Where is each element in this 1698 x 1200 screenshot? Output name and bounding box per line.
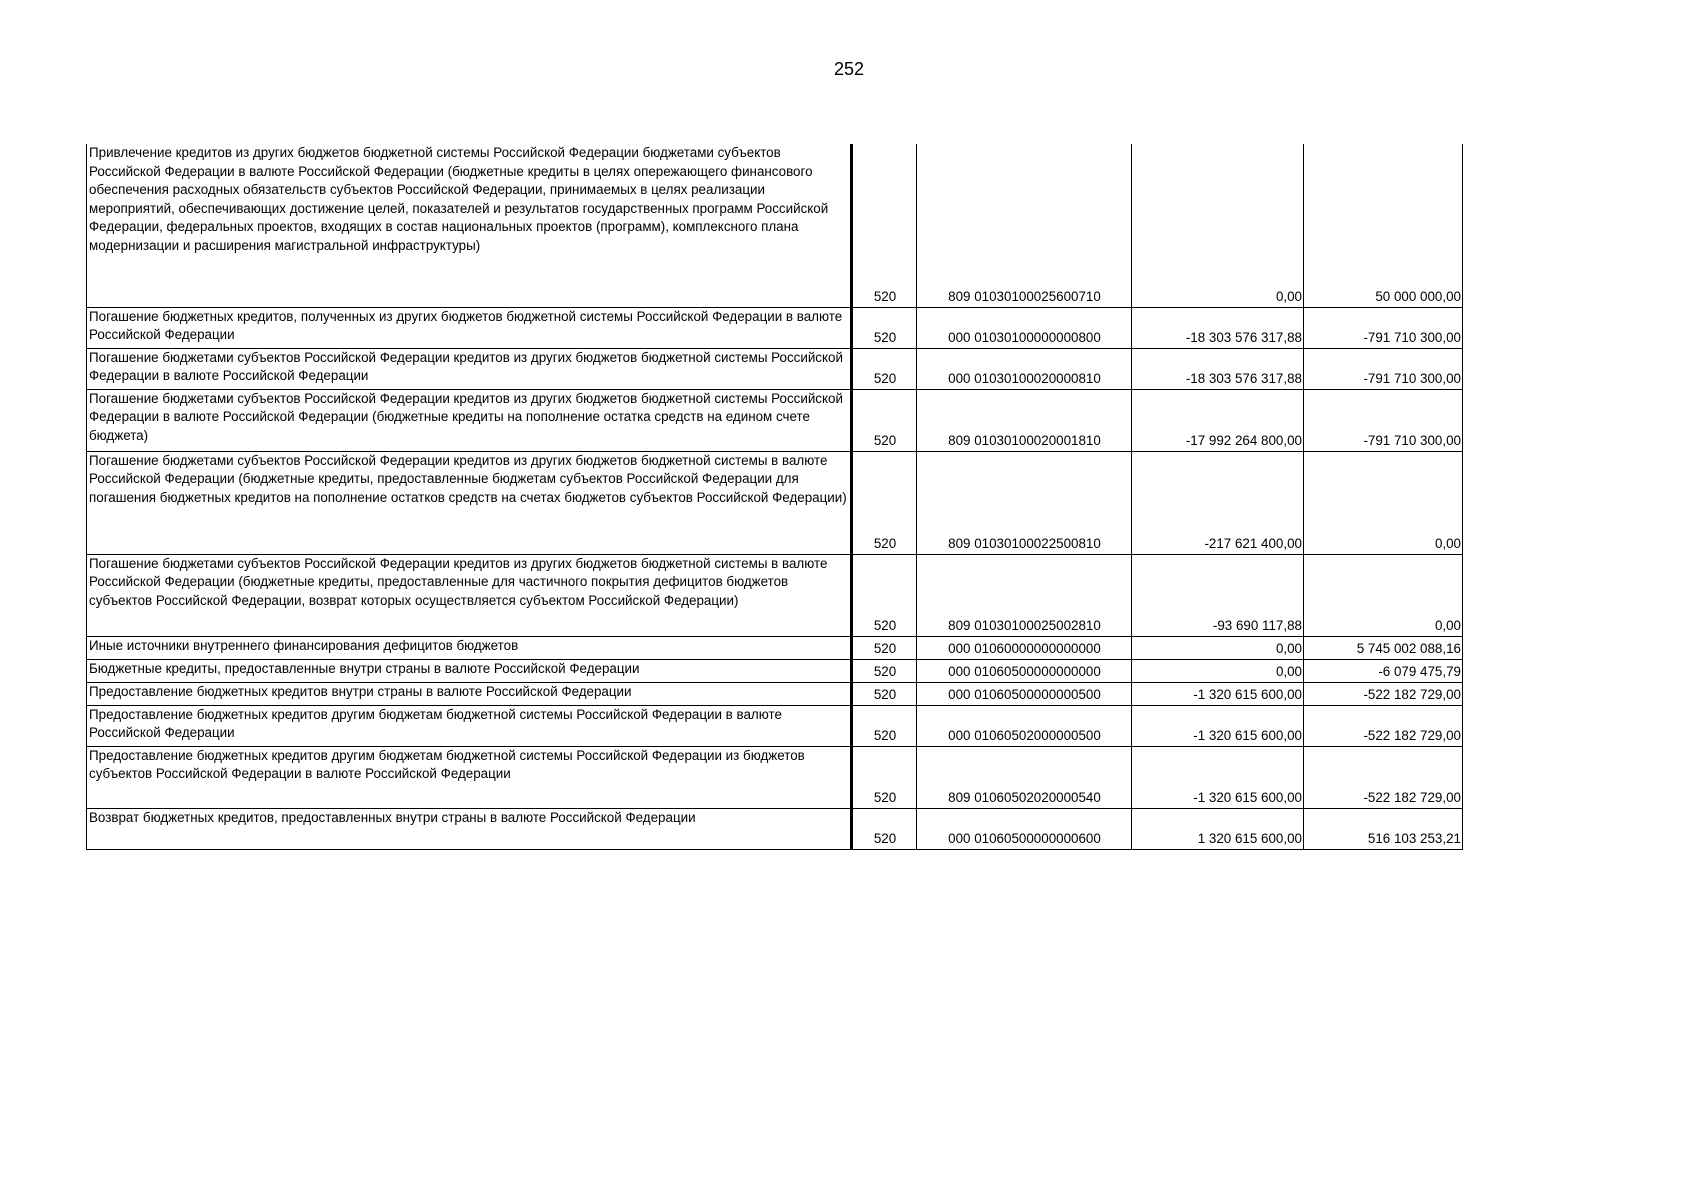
row-value-2: -522 182 729,00	[1304, 746, 1463, 808]
table-row	[87, 451, 1463, 554]
row-code: 520	[852, 636, 917, 659]
row-value-2: -791 710 300,00	[1304, 348, 1463, 389]
table-row	[87, 682, 1463, 705]
row-value-1: -17 992 264 800,00	[1132, 389, 1304, 451]
row-value-1: -93 690 117,88	[1132, 554, 1304, 636]
row-name: Погашение бюджетами субъектов Российской Федерации кредитов из других бюджетов бюджетной системы в валюте Российской Федерации (бюджетные кредиты, предоставленные для частичного покрытия дефицитов бюджетов субъектов Российской Федерации, возврат которых осуществляется субъектом Российской Федерации)	[87, 554, 852, 636]
row-value-2: -791 710 300,00	[1304, 307, 1463, 348]
row-value-2: 0,00	[1304, 554, 1463, 636]
row-kbk: 809 01030100025600710	[917, 144, 1132, 307]
row-kbk: 000 01030100020000810	[917, 348, 1132, 389]
row-name: Предоставление бюджетных кредитов другим бюджетам бюджетной системы Российской Федерации из бюджетов субъектов Российской Федерации в валюте Российской Федерации	[87, 746, 852, 808]
row-code: 520	[852, 659, 917, 682]
table-row	[87, 808, 1463, 849]
row-value-2: -522 182 729,00	[1304, 682, 1463, 705]
page-number: 252	[833, 59, 865, 79]
row-kbk: 809 01030100025002810	[917, 554, 1132, 636]
row-name: Погашение бюджетами субъектов Российской Федерации кредитов из других бюджетов бюджетной системы Российской Федерации в валюте Российской Федерации	[87, 348, 852, 389]
row-kbk: 000 01060000000000000	[917, 636, 1132, 659]
row-value-2: 50 000 000,00	[1304, 144, 1463, 307]
row-name: Привлечение кредитов из других бюджетов бюджетной системы Российской Федерации бюджетами субъектов Российской Федерации в валюте Российской Федерации (бюджетные кредиты в целях опережающего финансового обеспечения расходных обязательств субъектов Российской Федерации, принимаемых в целях реализации мероприятий, обеспечивающих достижение целей, показателей и результатов государственных программ Российской Федерации, федеральных проектов, входящих в состав национальных проектов (программ), комплексного плана модернизации и расширения магистральной инфраструктуры)	[87, 144, 852, 307]
row-value-2: -522 182 729,00	[1304, 705, 1463, 746]
row-name: Иные источники внутреннего финансирования дефицитов бюджетов	[87, 636, 852, 659]
row-code: 520	[852, 808, 917, 849]
row-code: 520	[852, 348, 917, 389]
table-row	[87, 389, 1463, 451]
row-value-2: 5 745 002 088,16	[1304, 636, 1463, 659]
row-value-2: -6 079 475,79	[1304, 659, 1463, 682]
row-kbk: 000 01030100000000800	[917, 307, 1132, 348]
row-code: 520	[852, 144, 917, 307]
row-kbk: 809 01030100022500810	[917, 451, 1132, 554]
table-row	[87, 348, 1463, 389]
row-kbk: 000 01060500000000500	[917, 682, 1132, 705]
row-name: Предоставление бюджетных кредитов другим бюджетам бюджетной системы Российской Федерации в валюте Российской Федерации	[87, 705, 852, 746]
row-code: 520	[852, 307, 917, 348]
row-name: Погашение бюджетных кредитов, полученных из других бюджетов бюджетной системы Российской Федерации в валюте Российской Федерации	[87, 307, 852, 348]
row-value-1: -1 320 615 600,00	[1132, 682, 1304, 705]
row-kbk: 000 01060500000000600	[917, 808, 1132, 849]
table-row	[87, 636, 1463, 659]
budget-sources-table	[86, 144, 1463, 850]
row-code: 520	[852, 389, 917, 451]
row-value-1: -18 303 576 317,88	[1132, 307, 1304, 348]
row-name: Бюджетные кредиты, предоставленные внутри страны в валюте Российской Федерации	[87, 659, 852, 682]
row-kbk: 809 01060502020000540	[917, 746, 1132, 808]
row-value-2: -791 710 300,00	[1304, 389, 1463, 451]
table-row	[87, 659, 1463, 682]
row-value-1: -1 320 615 600,00	[1132, 705, 1304, 746]
row-code: 520	[852, 705, 917, 746]
row-name: Погашение бюджетами субъектов Российской Федерации кредитов из других бюджетов бюджетной системы в валюте Российской Федерации (бюджетные кредиты, предоставленные бюджетам субъектов Российской Федерации для погашения бюджетных кредитов на пополнение остатков средств на счетах бюджетов субъектов Российской Федерации)	[87, 451, 852, 554]
row-value-1: 0,00	[1132, 636, 1304, 659]
row-name: Предоставление бюджетных кредитов внутри страны в валюте Российской Федерации	[87, 682, 852, 705]
row-value-1: 0,00	[1132, 659, 1304, 682]
row-kbk: 809 01030100020001810	[917, 389, 1132, 451]
row-value-1: -18 303 576 317,88	[1132, 348, 1304, 389]
row-value-1: -217 621 400,00	[1132, 451, 1304, 554]
row-value-2: 516 103 253,21	[1304, 808, 1463, 849]
table-row	[87, 554, 1463, 636]
table-row	[87, 307, 1463, 348]
row-value-1: 0,00	[1132, 144, 1304, 307]
table-row	[87, 144, 1463, 307]
row-value-1: -1 320 615 600,00	[1132, 746, 1304, 808]
row-value-2: 0,00	[1304, 451, 1463, 554]
row-name: Возврат бюджетных кредитов, предоставленных внутри страны в валюте Российской Федерации	[87, 808, 852, 849]
row-code: 520	[852, 451, 917, 554]
table-row	[87, 705, 1463, 746]
row-name: Погашение бюджетами субъектов Российской Федерации кредитов из других бюджетов бюджетной системы Российской Федерации в валюте Российской Федерации (бюджетные кредиты на пополнение остатка средств на едином счете бюджета)	[87, 389, 852, 451]
row-kbk: 000 01060502000000500	[917, 705, 1132, 746]
table-row	[87, 746, 1463, 808]
row-code: 520	[852, 746, 917, 808]
row-code: 520	[852, 682, 917, 705]
row-code: 520	[852, 554, 917, 636]
row-kbk: 000 01060500000000000	[917, 659, 1132, 682]
row-value-1: 1 320 615 600,00	[1132, 808, 1304, 849]
